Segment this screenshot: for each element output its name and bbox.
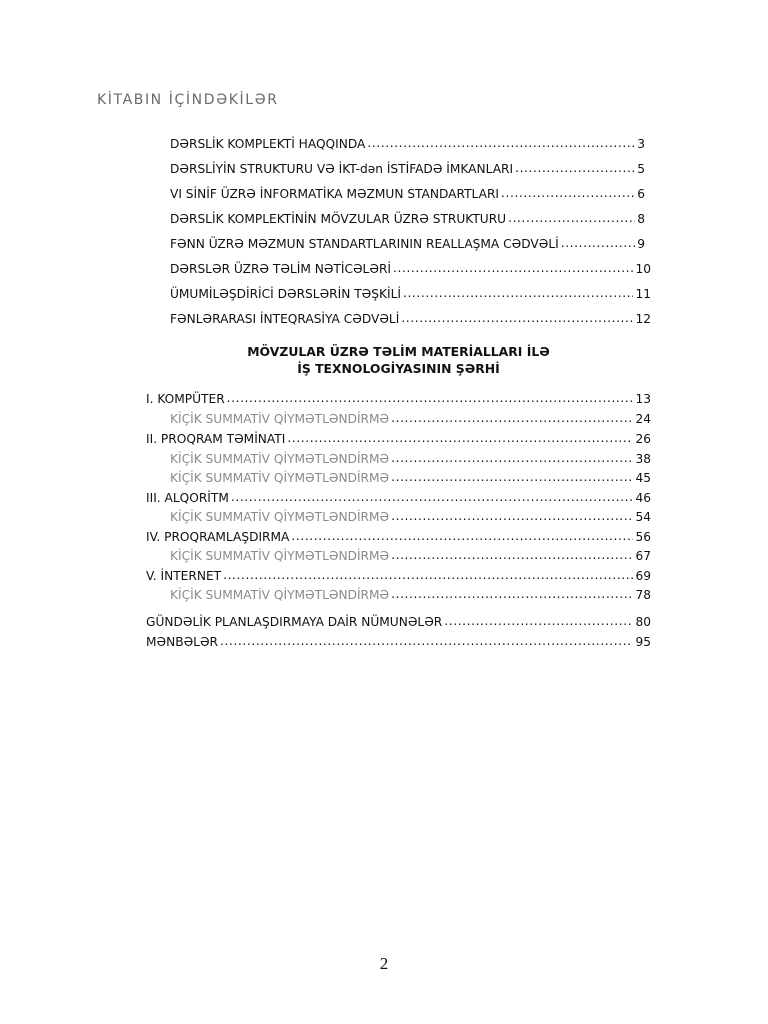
dot-leader [401, 311, 633, 323]
dot-leader [291, 529, 633, 541]
toc-chapter[interactable] [146, 490, 651, 506]
page-title: KİTABIN İÇİNDƏKİLƏR [97, 92, 279, 108]
dot-leader [220, 634, 633, 646]
dot-leader [501, 186, 635, 198]
toc-entry-page: 80 [635, 615, 651, 629]
toc-entry[interactable] [170, 286, 651, 302]
toc-subentry[interactable] [170, 587, 651, 603]
section-heading [146, 343, 651, 377]
toc-entry-title: DƏRSLİK KOMPLEKTİ HAQQINDA [170, 137, 366, 151]
toc-subentry[interactable] [170, 548, 651, 564]
dot-leader [515, 161, 635, 173]
page-number: 2 [379, 954, 389, 973]
toc-subentry[interactable] [170, 411, 651, 427]
toc-entry[interactable] [170, 311, 651, 327]
dot-leader [287, 431, 633, 443]
toc-entry[interactable] [170, 136, 645, 152]
toc-chapter-title: I. KOMPÜTER [146, 392, 225, 406]
dot-leader [231, 490, 634, 502]
dot-leader [391, 548, 633, 560]
toc-subentry-title: KİÇİK SUMMATİV QİYMƏTLƏNDİRMƏ [170, 452, 390, 466]
toc-subentry-page: 24 [635, 412, 651, 426]
toc-entry-page: 8 [637, 212, 645, 226]
toc-chapter-title: III. ALQORİTM [146, 491, 229, 505]
toc-entry[interactable] [146, 614, 651, 630]
toc-subentry-page: 67 [635, 549, 651, 563]
toc-chapter[interactable] [146, 391, 651, 407]
toc-entry[interactable] [170, 211, 645, 227]
toc-entry-title: DƏRSLİK KOMPLEKTİNİN MÖVZULAR ÜZRƏ STRUKTURU [170, 212, 507, 226]
dot-leader [391, 470, 633, 482]
toc-subentry-title: KİÇİK SUMMATİV QİYMƏTLƏNDİRMƏ [170, 471, 390, 485]
toc-chapter[interactable] [146, 568, 651, 584]
toc-entry-page: 3 [637, 137, 645, 151]
toc-entry-title: DƏRSLİYİN STRUKTURU VƏ İKT-dən İSTİFADƏ İMKANLARI [170, 162, 514, 176]
dot-leader [223, 568, 633, 580]
toc-subentry-title: KİÇİK SUMMATİV QİYMƏTLƏNDİRMƏ [170, 412, 390, 426]
dot-leader [227, 391, 634, 403]
toc-entry[interactable] [170, 186, 645, 202]
toc-entry[interactable] [146, 634, 651, 650]
dot-leader [391, 411, 633, 423]
toc-entry[interactable] [170, 161, 645, 177]
toc-chapter[interactable] [146, 431, 651, 447]
toc-entry-title: MƏNBƏLƏR [146, 635, 219, 649]
toc-chapter-page: 26 [635, 432, 651, 446]
toc-subentry-title: KİÇİK SUMMATİV QİYMƏTLƏNDİRMƏ [170, 588, 390, 602]
toc-chapter-title: IV. PROQRAMLAŞDIRMA [146, 530, 290, 544]
toc-entry-page: 9 [637, 237, 645, 251]
toc-entry-title: FƏNLƏRARASI İNTEQRASİYA CƏDVƏLİ [170, 312, 400, 326]
dot-leader [561, 236, 636, 248]
dot-leader [391, 587, 633, 599]
toc-subentry-page: 54 [635, 510, 651, 524]
toc-entry[interactable] [170, 236, 645, 252]
toc-chapter-title: II. PROQRAM TƏMİNATI [146, 432, 286, 446]
dot-leader [391, 451, 633, 463]
toc-entry-title: ÜMUMİLƏŞDİRİCİ DƏRSLƏRİN TƏŞKİLİ [170, 287, 401, 301]
toc-chapter-page: 69 [635, 569, 651, 583]
toc-entry-page: 11 [635, 287, 651, 301]
toc-entry-title: VI SİNİF ÜZRƏ İNFORMATİKA MƏZMUN STANDARTLARI [170, 187, 500, 201]
section-heading-line1: MÖVZULAR ÜZRƏ TƏLİM MATERİALLARI İLƏ [247, 344, 550, 359]
toc-entry-page: 12 [635, 312, 651, 326]
toc-subentry-page: 45 [635, 471, 651, 485]
toc-subentry-page: 38 [635, 452, 651, 466]
toc-entry[interactable] [170, 261, 651, 277]
toc-entry-page: 6 [637, 187, 645, 201]
toc-subentry-title: KİÇİK SUMMATİV QİYMƏTLƏNDİRMƏ [170, 510, 390, 524]
toc-chapter[interactable] [146, 529, 651, 545]
dot-leader [391, 509, 633, 521]
toc-entry-title: GÜNDƏLİK PLANLAŞDIRMAYA DAİR NÜMUNƏLƏR [146, 615, 443, 629]
dot-leader [403, 286, 634, 298]
toc-chapter-page: 46 [635, 491, 651, 505]
toc-entry-title: DƏRSLƏR ÜZRƏ TƏLİM NƏTİCƏLƏRİ [170, 262, 392, 276]
toc-subentry[interactable] [170, 451, 651, 467]
toc-subentry-title: KİÇİK SUMMATİV QİYMƏTLƏNDİRMƏ [170, 549, 390, 563]
toc-entry-page: 10 [635, 262, 651, 276]
toc-subentry-page: 78 [635, 588, 651, 602]
section-heading-line2: İŞ TEXNOLOGİYASININ ŞƏRHİ [297, 361, 500, 376]
dot-leader [508, 211, 635, 223]
toc-chapter-page: 13 [635, 392, 651, 406]
dot-leader [444, 614, 633, 626]
dot-leader [393, 261, 633, 273]
toc-subentry[interactable] [170, 470, 651, 486]
toc-entry-page: 5 [637, 162, 645, 176]
toc-entry-page: 95 [635, 635, 651, 649]
toc-subentry[interactable] [170, 509, 651, 525]
toc-chapter-page: 56 [635, 530, 651, 544]
toc-entry-title: FƏNN ÜZRƏ MƏZMUN STANDARTLARININ REALLAŞMA CƏDVƏLİ [170, 237, 559, 251]
toc-chapter-title: V. İNTERNET [146, 569, 222, 583]
dot-leader [367, 136, 635, 148]
